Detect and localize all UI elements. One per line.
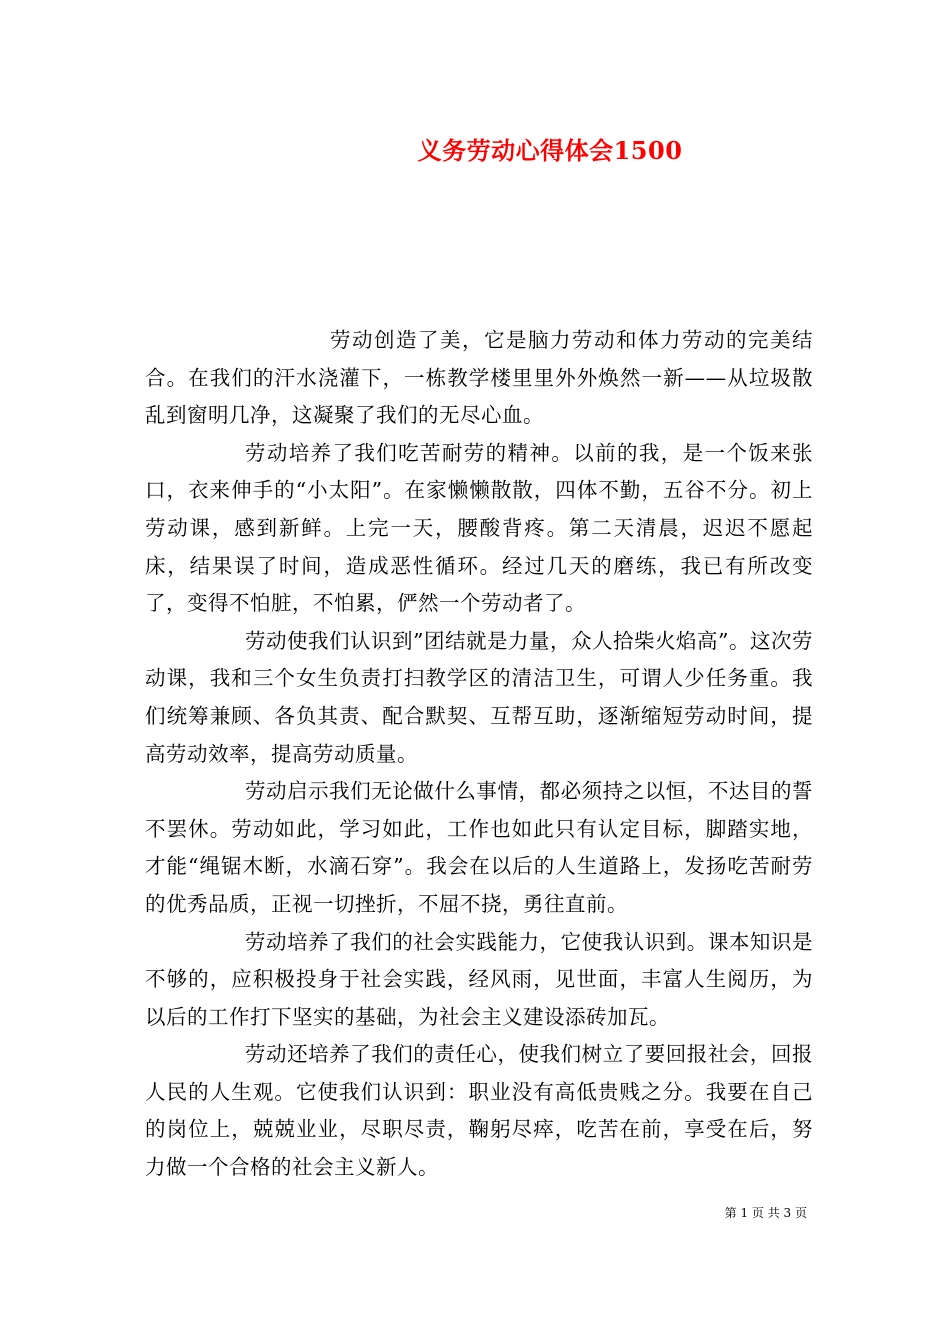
paragraph-2: 劳动培养了我们吃苦耐劳的精神。以前的我，是一个饭来张口，衣来伸手的“小太阳”。在家懒懒散散，四体不勤，五谷不分。初上劳动课，感到新鲜。上完一天，腰酸背疼。第二天清晨，迟迟不愿起床，结果误了时间，造成恶性循环。经过几天的磨练，我已有所改变了，变得不怕脏，不怕累，俨然一个劳动者了。 [145,440,813,616]
paragraph-1: 劳动创造了美，它是脑力劳动和体力劳动的完美结合。在我们的汗水浇灌下，一栋教学楼里里外外焕然一新——从垃圾散乱到窗明几净，这凝聚了我们的无尽心血。 [145,328,813,428]
document-title: 义务劳动心得体会1500 [417,136,683,165]
document-body [145,322,813,1187]
page-footer: 第 1 页 共 3 页 [724,1206,807,1220]
paragraph-3: 劳动使我们认识到”团结就是力量，众人拾柴火焰高”。这次劳动课，我和三个女生负责打扫教学区的清洁卫生，可谓人少任务重。我们统筹兼顾、各负其责、配合默契、互帮互助，逐渐缩短劳动时间，提高劳动效率，提高劳动质量。 [145,628,813,766]
paragraph-5: 劳动培养了我们的社会实践能力，它使我认识到。课本知识是不够的，应积极投身于社会实践，经风雨，见世面，丰富人生阅历，为以后的工作打下坚实的基础，为社会主义建设添砖加瓦。 [145,929,813,1029]
paragraph-6: 劳动还培养了我们的责任心，使我们树立了要回报社会，回报人民的人生观。它使我们认识到：职业没有高低贵贱之分。我要在自己的岗位上，兢兢业业，尽职尽责，鞠躬尽瘁，吃苦在前，享受在后，努力做一个合格的社会主义新人。 [145,1042,813,1180]
paragraph-4: 劳动启示我们无论做什么事情，都必须持之以恒，不达目的誓不罢休。劳动如此，学习如此，工作也如此只有认定目标，脚踏实地，才能“绳锯木断，水滴石穿”。我会在以后的人生道路上，发扬吃苦耐劳的优秀品质，正视一切挫折，不屈不挠，勇往直前。 [145,779,813,916]
